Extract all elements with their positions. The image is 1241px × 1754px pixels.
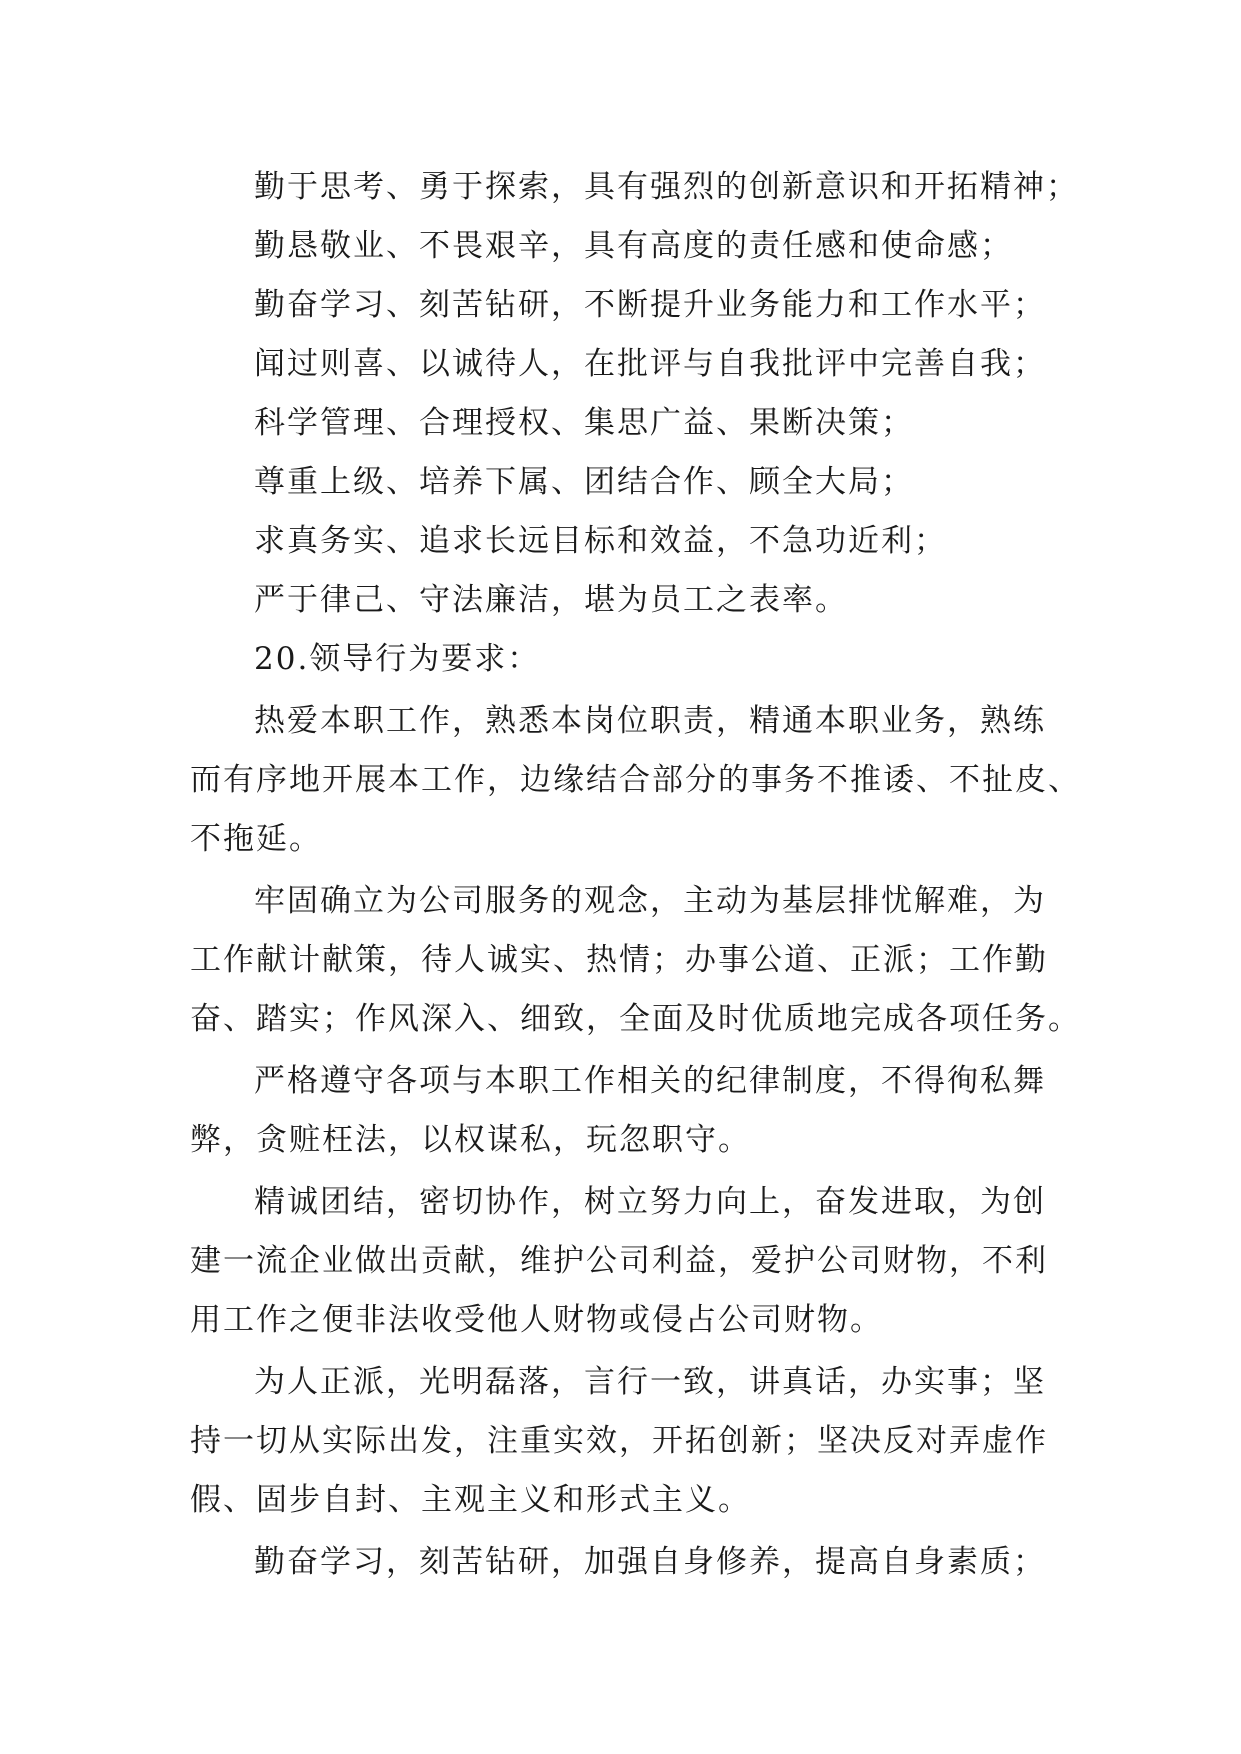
paragraph-line: 热爱本职工作，熟悉本岗位职责，精通本职业务，熟练: [254, 703, 1046, 739]
paragraph: [190, 1353, 1060, 1530]
list-line: 勤恳敬业、不畏艰辛，具有高度的责任感和使命感；: [254, 228, 1013, 264]
paragraph: [190, 1173, 1060, 1350]
paragraph-line: 奋、踏实；作风深入、细致，全面及时优质地完成各项任务。: [190, 1001, 1081, 1037]
list-line: 勤奋学习、刻苦钻研，不断提升业务能力和工作水平；: [254, 287, 1046, 323]
paragraph-line: 精诚团结，密切协作，树立努力向上，奋发进取，为创: [254, 1184, 1046, 1220]
list-line: 科学管理、合理授权、集思广益、果断决策；: [254, 405, 914, 441]
paragraph: [190, 692, 1081, 869]
paragraph-line: 持一切从实际出发，注重实效，开拓创新；坚决反对弄虚作: [190, 1423, 1048, 1459]
paragraph: [190, 1533, 1060, 1592]
paragraph-line: 不拖延。: [190, 821, 322, 857]
paragraph-line: 牢固确立为公司服务的观念，主动为基层排忧解难，为: [254, 883, 1046, 919]
section-heading: 20.领导行为要求：: [254, 641, 541, 677]
paragraph-line: 用工作之便非法收受他人财物或侵占公司财物。: [190, 1302, 883, 1338]
paragraph-line: 而有序地开展本工作，边缘结合部分的事务不推诿、不扯皮、: [190, 762, 1081, 798]
list-line: 尊重上级、培养下属、团结合作、顾全大局；: [254, 464, 914, 500]
list-line: 严于律己、守法廉洁，堪为员工之表率。: [254, 582, 848, 618]
paragraph: [190, 1052, 1060, 1170]
paragraph-line: 勤奋学习，刻苦钻研，加强自身修养，提高自身素质；: [254, 1544, 1046, 1580]
list-line: 求真务实、追求长远目标和效益，不急功近利；: [254, 523, 947, 559]
paragraph-line: 弊，贪赃枉法，以权谋私，玩忽职守。: [190, 1122, 751, 1158]
paragraph-line: 建一流企业做出贡献，维护公司利益，爱护公司财物，不利: [190, 1243, 1048, 1279]
paragraph-line: 严格遵守各项与本职工作相关的纪律制度，不得徇私舞: [254, 1063, 1046, 1099]
paragraph-line: 假、固步自封、主观主义和形式主义。: [190, 1482, 751, 1518]
document-body: [190, 158, 1081, 1592]
list-line: 勤于思考、勇于探索，具有强烈的创新意识和开拓精神；: [254, 169, 1079, 205]
paragraph-line: 为人正派，光明磊落，言行一致，讲真话，办实事；坚: [254, 1364, 1046, 1400]
list-line: 闻过则喜、以诚待人，在批评与自我批评中完善自我；: [254, 346, 1046, 382]
paragraph-line: 工作献计献策，待人诚实、热情；办事公道、正派；工作勤: [190, 942, 1048, 978]
paragraph: [190, 872, 1081, 1049]
